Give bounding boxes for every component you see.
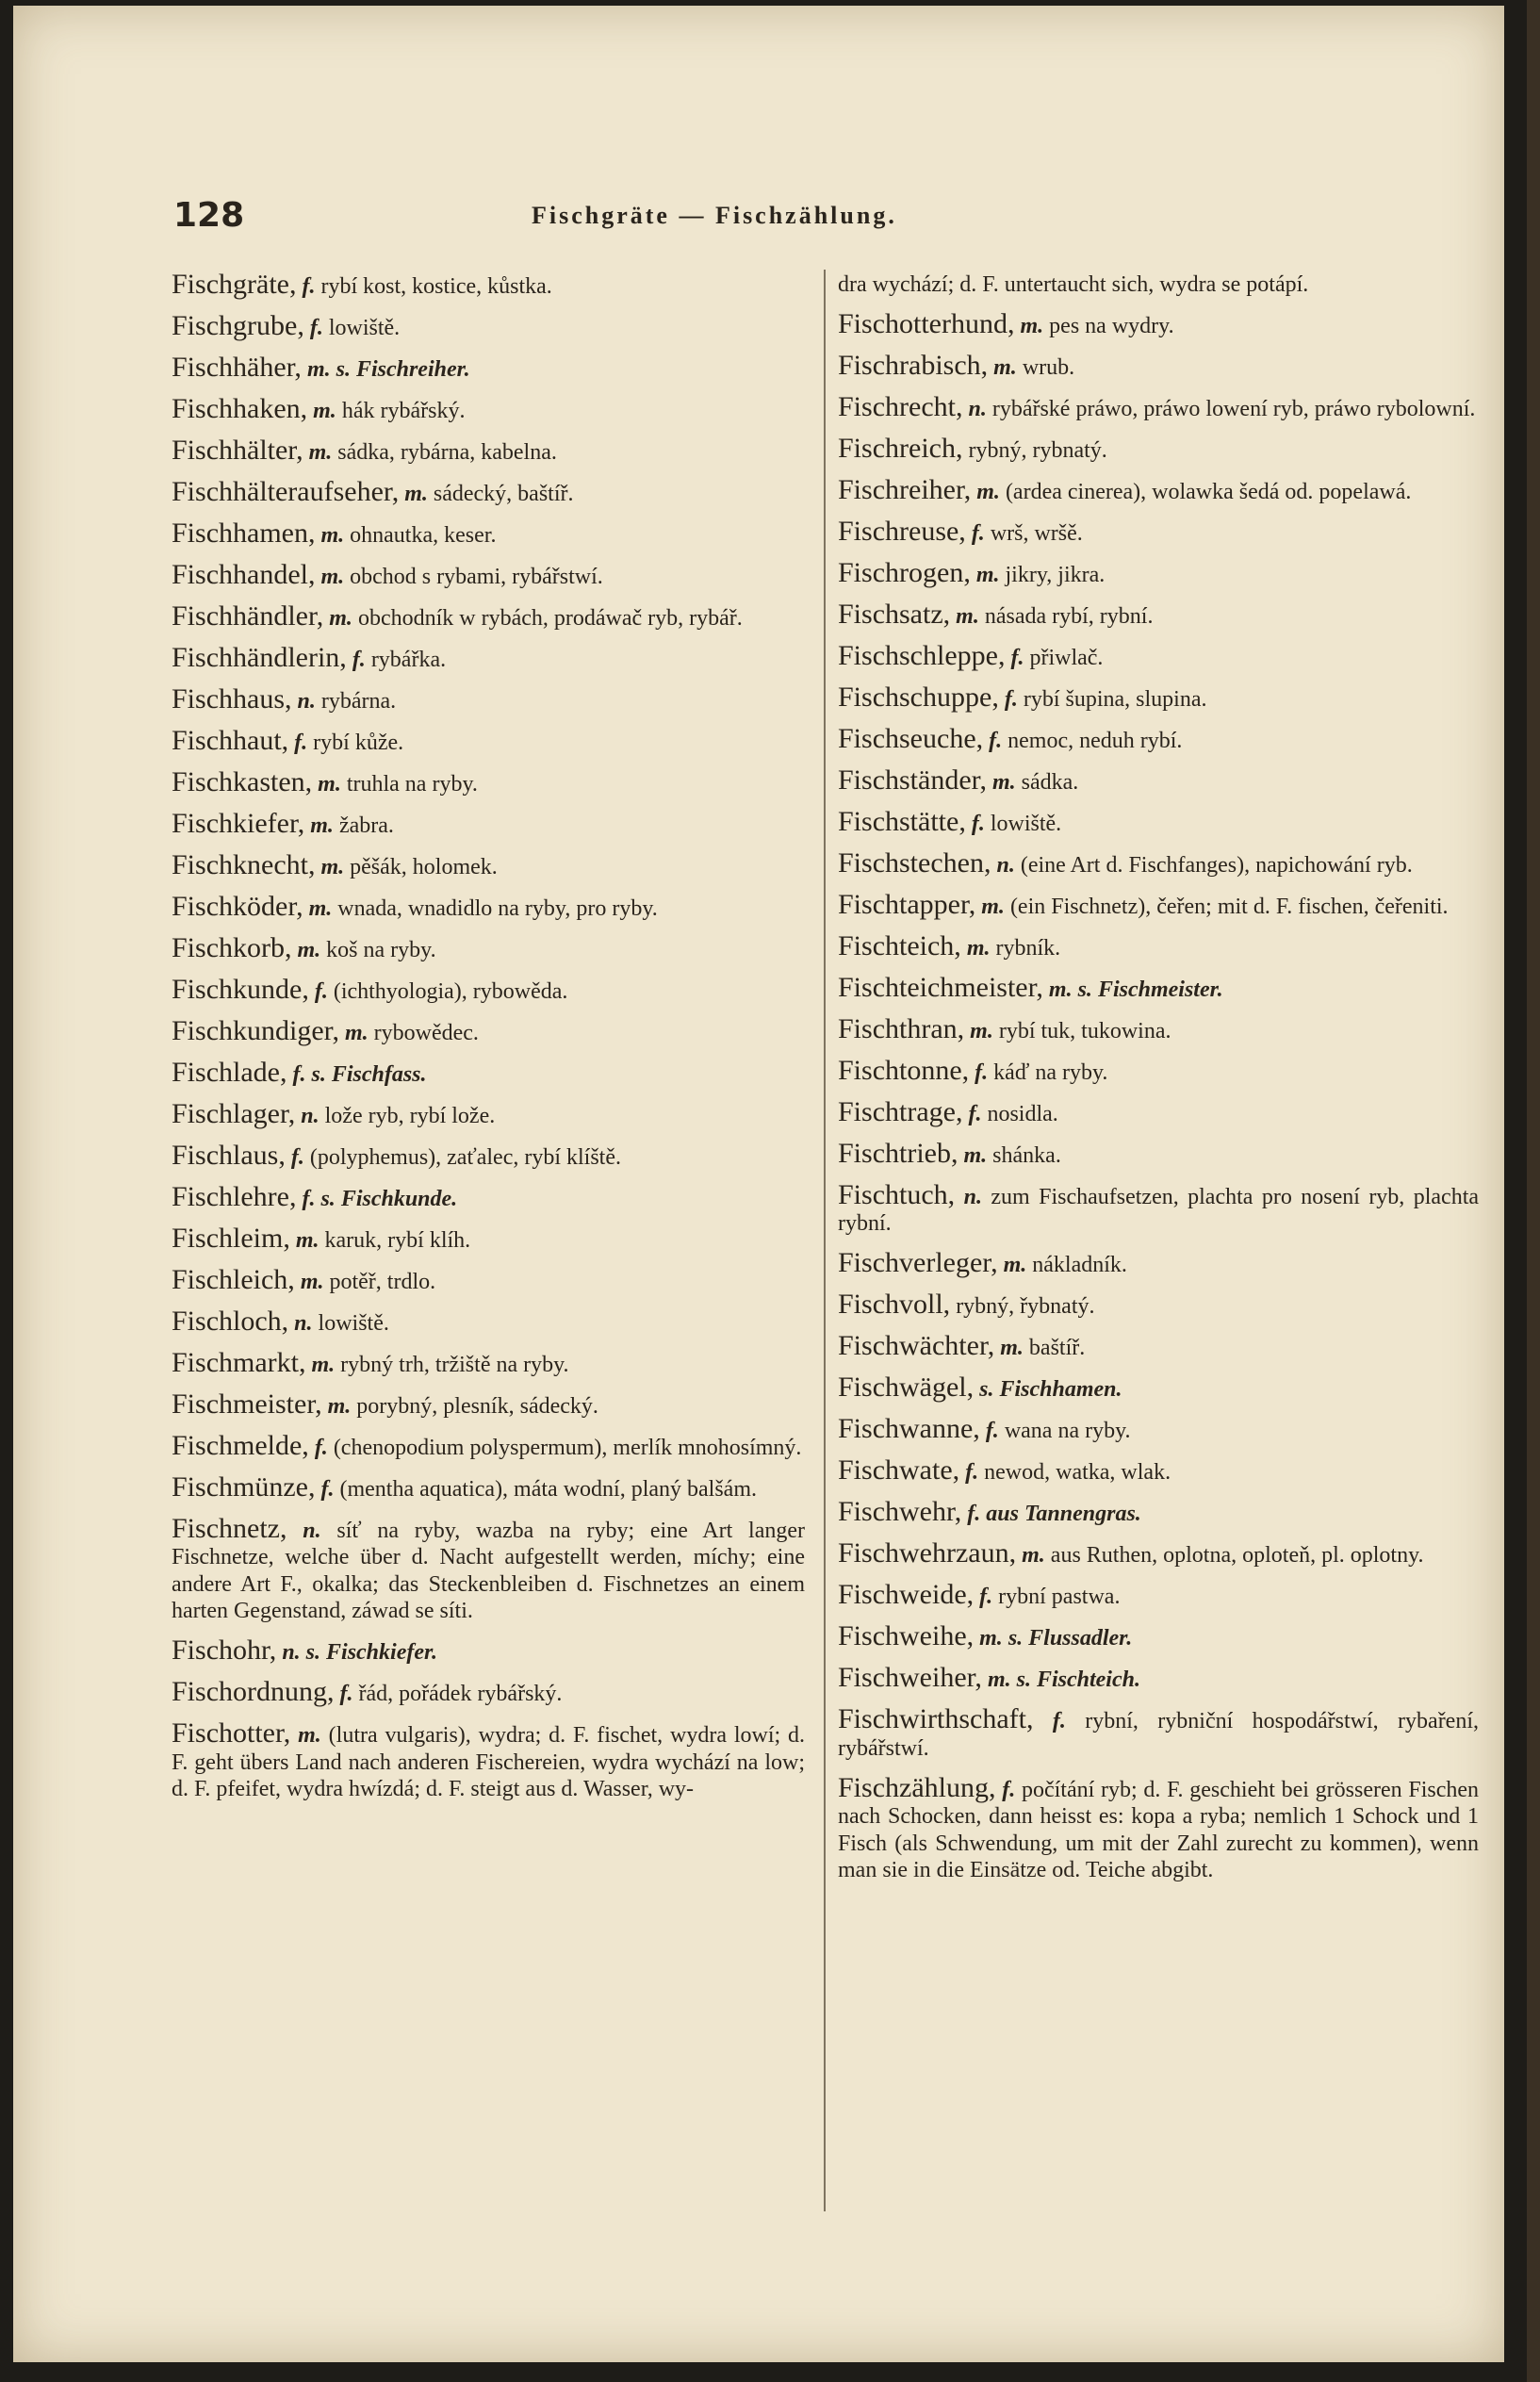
definition: lowiště. [990, 811, 1062, 836]
dictionary-entry [838, 1330, 1479, 1362]
grammar-label: n. [297, 688, 316, 714]
grammar-label: n. [282, 1640, 301, 1666]
grammar-label: m. [981, 894, 1005, 919]
headword: Fischweiher, [838, 1662, 982, 1694]
dictionary-entry [172, 890, 805, 923]
headword: Fischotter, [172, 1717, 291, 1750]
grammar-label: f. [1010, 645, 1024, 670]
definition: síť na ryby, wazba na ryby; eine Art langer Fischnetze, welche über d. Nacht aufgestellt werden, míchy; eine andere Art F., okalka; das Steckenbleiben d. Fischnetzes an einem harten Gegenstand, záwad se síti. [172, 1518, 806, 1624]
definition: wnada, wnadidlo na ryby, pro ryby. [337, 895, 658, 921]
headword: Fischleim, [172, 1222, 290, 1254]
reference-label: s. [1008, 1626, 1024, 1651]
dictionary-entry [172, 309, 805, 342]
reference-label: s. [305, 1640, 321, 1666]
dictionary-entry [838, 764, 1479, 797]
grammar-label: m. [993, 354, 1017, 380]
headword: Fischlaus, [172, 1139, 286, 1171]
grammar-label: m. [311, 1352, 336, 1377]
running-title: Fischgräte — Fischzählung. [532, 202, 897, 229]
dictionary-entry [172, 1180, 805, 1213]
dictionary-entry [838, 1054, 1479, 1087]
dictionary-entry [172, 1470, 805, 1503]
definition: (ardea cinerea), wolawka šedá od. popelawá. [1005, 479, 1412, 504]
grammar-label: f. [971, 520, 985, 546]
grammar-label: n. [996, 852, 1015, 878]
reference-target: Fischfass. [331, 1061, 427, 1087]
reference-target: Fischreiher. [355, 356, 470, 382]
dictionary-entry [172, 1346, 805, 1379]
headword: Fischteichmeister, [838, 971, 1043, 1003]
dictionary-entry [838, 598, 1479, 631]
grammar-label: f. [1004, 686, 1018, 712]
definition: (chenopodium polyspermum), merlík mnohosímný. [333, 1435, 802, 1460]
headword: Fischhälter, [172, 434, 303, 466]
grammar-label: m. [1020, 313, 1044, 338]
grammar-label: m. [320, 854, 345, 879]
definition: (polyphemus), zaťalec, rybí klíště. [309, 1144, 621, 1170]
dictionary-entry [838, 1178, 1480, 1238]
headword: Fischlade, [172, 1056, 287, 1088]
definition: žabra. [338, 813, 394, 838]
headword: Fischtuch, [838, 1178, 956, 1210]
headword: Fischgrube, [172, 309, 304, 341]
grammar-label: f. [985, 1419, 999, 1444]
grammar-label: m. [963, 1142, 988, 1168]
headword: Fischschleppe, [838, 639, 1006, 671]
grammar-label: m. [966, 935, 991, 961]
headword: Fischtapper, [838, 888, 976, 920]
headword: Fischvoll, [838, 1289, 951, 1321]
headword: Fischwirthschaft, [838, 1703, 1034, 1735]
headword: Fischtrieb, [838, 1137, 958, 1169]
headword: Fischrogen, [838, 556, 971, 588]
headword: Fischloch, [172, 1305, 289, 1337]
headword: Fischhälteraufseher, [172, 475, 400, 507]
grammar-label: m. [320, 564, 345, 589]
definition: pěšák, holomek. [350, 854, 498, 879]
page-header [173, 196, 1116, 238]
grammar-label: f. [294, 730, 308, 755]
headword: Fischköder, [172, 890, 303, 922]
definition: řád, pořádek rybářský. [358, 1682, 563, 1707]
definition: sádka. [1021, 769, 1079, 795]
grammar-label: n. [294, 1310, 313, 1336]
headword: Fischtonne, [838, 1054, 970, 1086]
dictionary-entry [838, 515, 1479, 548]
reference-target: Fischhamen. [999, 1377, 1122, 1403]
headword: Fischreich, [838, 432, 963, 464]
grammar-label: f. [1002, 1777, 1016, 1802]
definition: rybí kost, kostice, kůstka. [320, 274, 552, 299]
dictionary-entry [172, 1717, 806, 1803]
dictionary-entry [838, 1374, 1479, 1404]
dictionary-entry [172, 931, 805, 964]
grammar-label: m. [991, 769, 1016, 795]
headword: Fischwehr, [838, 1496, 962, 1528]
grammar-label: m. [310, 813, 334, 838]
dictionary-entry [838, 1703, 1480, 1762]
definition: rybní pastwa. [998, 1585, 1121, 1610]
headword: Fischhäher, [172, 351, 302, 383]
definition: jikry, jikra. [1005, 562, 1106, 587]
grammar-label: f. [979, 1585, 993, 1610]
dictionary-entry [172, 600, 805, 632]
dictionary-entry [172, 1097, 805, 1130]
grammar-label: m. [320, 522, 345, 548]
dictionary-entry [172, 1429, 805, 1462]
dictionary-entry [172, 724, 805, 757]
definition: rybí kůže. [313, 730, 404, 755]
dictionary-entry [838, 639, 1479, 672]
definition: rybowědec. [373, 1020, 479, 1045]
grammar-label: m. [1003, 1253, 1027, 1278]
headword: Fischtrage, [838, 1095, 963, 1127]
definition: nákladník. [1032, 1253, 1127, 1278]
definition: rybný, řybnatý. [956, 1294, 1095, 1320]
definition: rybník. [995, 935, 1061, 961]
dictionary-entry [838, 1496, 1479, 1528]
definition: rybí šupina, slupina. [1023, 686, 1207, 712]
reference-label: s. [1077, 977, 1092, 1002]
reference-target: aus Tannengras. [986, 1502, 1141, 1527]
grammar-label: m. [329, 605, 352, 631]
dictionary-entry [172, 1263, 805, 1296]
headword: Fischsatz, [838, 598, 951, 630]
grammar-label: m. [1000, 1336, 1024, 1361]
reference-label: s. [979, 1377, 994, 1403]
definition: newod, watka, wlak. [984, 1460, 1171, 1486]
headword: Fischotterhund, [838, 307, 1015, 339]
definition: shánka. [992, 1142, 1061, 1168]
dictionary-entry [838, 1137, 1479, 1170]
dictionary-entry [838, 722, 1479, 755]
right-column [838, 271, 1479, 1897]
dictionary-entry [838, 1620, 1479, 1652]
definition: (lutra vulgaris), wydra; d. F. fischet, wydra lowí; d. F. geht übers Land nach anderen Fischereien, wydra wychází na low; d. F. pfeifet, wydra hwízdá; d. F. steigt aus d. Wasser, wy- [172, 1723, 806, 1802]
dictionary-entry [838, 1579, 1479, 1611]
reference-target: Fischteich. [1036, 1667, 1140, 1693]
headword: Fischthran, [838, 1012, 965, 1044]
dictionary-entry [838, 681, 1479, 714]
book-spine [1527, 0, 1540, 2382]
definition: potěř, trdlo. [329, 1269, 436, 1294]
grammar-label: f. [352, 647, 366, 672]
headword: Fischkasten, [172, 765, 313, 797]
grammar-label: m. [306, 356, 331, 382]
grammar-label: f. [971, 811, 985, 836]
dictionary-page [13, 6, 1504, 2362]
definition: přiwlač. [1029, 645, 1104, 670]
grammar-label: f. [968, 1101, 982, 1126]
grammar-label: m. [298, 1723, 321, 1749]
definition: dra wychází; d. F. untertaucht sich, wydra se potápí. [838, 272, 1309, 297]
definition: koš na ryby. [326, 937, 436, 962]
grammar-label: m. [318, 771, 341, 797]
grammar-label: m. [975, 562, 1000, 587]
dictionary-entry [172, 1139, 805, 1172]
dictionary-entry [172, 271, 805, 301]
definition: (ichthyologia), rybowěda. [333, 978, 568, 1004]
dictionary-entry [838, 1537, 1479, 1569]
headword: Fischmelde, [172, 1429, 309, 1461]
grammar-label: f. [965, 1460, 979, 1486]
definition: zum Fischaufsetzen, plachta pro nosení ryb, plachta rybní. [838, 1184, 1480, 1237]
headword: Fischwate, [838, 1454, 960, 1487]
headword: Fischwächter, [838, 1330, 995, 1362]
dictionary-entry [172, 434, 805, 467]
grammar-label: m. [1048, 977, 1073, 1002]
definition: obchod s rybami, rybářstwí. [350, 564, 603, 589]
dictionary-entry [838, 432, 1479, 465]
headword: Fischreiher, [838, 473, 972, 505]
dictionary-entry [838, 271, 1479, 299]
headword: Fischhaut, [172, 724, 289, 756]
definition: porybný, plesník, sádecký. [356, 1393, 598, 1419]
dictionary-entry [172, 1676, 805, 1708]
grammar-label: f. [1052, 1709, 1066, 1734]
dictionary-entry [172, 807, 805, 840]
grammar-label: f. [292, 1061, 306, 1087]
grammar-label: f. [302, 1186, 316, 1211]
definition: nosidla. [987, 1101, 1058, 1126]
dictionary-entry [172, 558, 805, 591]
grammar-label: f. [967, 1502, 981, 1527]
headword: Fischhändlerin, [172, 641, 347, 673]
headword: Fischlehre, [172, 1180, 297, 1212]
grammar-label: m. [297, 937, 321, 962]
dictionary-entry [838, 390, 1479, 423]
headword: Fischmeister, [172, 1388, 322, 1420]
dictionary-entry [838, 1413, 1479, 1445]
grammar-label: m. [987, 1667, 1011, 1693]
headword: Fischknecht, [172, 848, 316, 880]
dictionary-entry [838, 1662, 1479, 1694]
definition: lowiště. [318, 1310, 389, 1336]
dictionary-entry [172, 1305, 805, 1338]
grammar-label: m. [344, 1020, 369, 1045]
headword: Fischschuppe, [838, 681, 999, 713]
dictionary-entry [838, 805, 1479, 838]
headword: Fischhamen, [172, 517, 316, 549]
grammar-label: m. [1022, 1543, 1045, 1569]
definition: obchodník w rybách, prodáwač ryb, rybář. [357, 605, 743, 631]
headword: Fischteich, [838, 929, 961, 961]
grammar-label: f. [975, 1060, 989, 1085]
dictionary-entry [838, 929, 1479, 962]
grammar-label: m. [308, 439, 333, 465]
dictionary-entry [838, 1771, 1480, 1884]
definition: lowiště. [328, 315, 401, 340]
dictionary-entry [172, 475, 805, 508]
headword: Fischstätte, [838, 805, 966, 837]
headword: Fischweihe, [838, 1620, 975, 1652]
dictionary-entry [838, 473, 1479, 506]
grammar-label: f. [290, 1144, 304, 1170]
definition: (ein Fischnetz), čeřen; mit d. F. fischen, čeřeniti. [1009, 894, 1449, 919]
reference-target: Fischkunde. [340, 1186, 458, 1211]
dictionary-entry [172, 1512, 806, 1625]
grammar-label: f. [314, 978, 328, 1004]
dictionary-entry [838, 349, 1479, 382]
dictionary-entry [838, 1247, 1479, 1279]
headword: Fischwanne, [838, 1413, 980, 1445]
dictionary-entry [172, 848, 805, 881]
dictionary-entry [172, 1056, 805, 1089]
grammar-label: m. [976, 479, 1000, 504]
dictionary-entry [838, 1012, 1479, 1045]
dictionary-entry [838, 1095, 1479, 1128]
grammar-label: m. [970, 1018, 993, 1043]
definition: rybářské práwo, práwo lowení ryb, práwo rybolowní. [991, 396, 1476, 421]
headword: Fischmarkt, [172, 1346, 306, 1378]
grammar-label: m. [308, 895, 333, 921]
headword: Fischständer, [838, 764, 987, 796]
definition: baštíř. [1028, 1336, 1086, 1361]
definition: nemoc, neduh rybí. [1008, 728, 1183, 753]
dictionary-entry [838, 1454, 1479, 1487]
grammar-label: f. [339, 1682, 353, 1707]
headword: Fischohr, [172, 1635, 277, 1667]
dictionary-entry [172, 392, 805, 425]
page-number: 128 [173, 196, 245, 235]
dictionary-entry [838, 307, 1479, 340]
grammar-label: f. [302, 274, 316, 299]
headword: Fischrabisch, [838, 349, 989, 381]
definition: truhla na ryby. [346, 771, 478, 797]
headword: Fischordnung, [172, 1676, 335, 1708]
headword: Fischhaken, [172, 392, 308, 424]
grammar-label: f. [989, 728, 1003, 753]
dictionary-entry [172, 973, 805, 1006]
dictionary-entry [172, 1388, 805, 1421]
grammar-label: m. [956, 603, 979, 629]
definition: sádka, rybárna, kabelna. [337, 439, 557, 465]
reference-label: s. [311, 1061, 326, 1087]
grammar-label: m. [327, 1393, 352, 1419]
dictionary-entry [838, 888, 1479, 921]
definition: (mentha aquatica), máta wodní, planý balšám. [339, 1476, 757, 1502]
definition: karuk, rybí klíh. [324, 1227, 471, 1253]
headword: Fischhandel, [172, 558, 316, 590]
headword: Fischkiefer, [172, 807, 305, 839]
definition: (eine Art d. Fischfanges), napichowání ryb. [1020, 852, 1413, 878]
headword: Fischhaus, [172, 682, 292, 715]
headword: Fischkundiger, [172, 1014, 339, 1046]
headword: Fischwehrzaun, [838, 1537, 1017, 1569]
headword: Fischzählung, [838, 1771, 996, 1803]
grammar-label: m. [300, 1269, 324, 1294]
headword: Fischleich, [172, 1263, 295, 1295]
reference-target: Flussadler. [1028, 1626, 1133, 1651]
headword: Fischreuse, [838, 515, 966, 547]
dictionary-entry [172, 517, 805, 550]
headword: Fischwägel, [838, 1372, 975, 1404]
grammar-label: f. [320, 1476, 335, 1502]
grammar-label: m. [313, 398, 336, 423]
headword: Fischseuche, [838, 722, 984, 754]
grammar-label: n. [963, 1184, 982, 1209]
grammar-label: m. [404, 481, 428, 506]
definition: rybný trh, tržiště na ryby. [340, 1352, 569, 1377]
headword: Fischkorb, [172, 931, 292, 963]
definition: rybný, rybnatý. [968, 437, 1107, 463]
grammar-label: f. [314, 1435, 328, 1460]
definition: sádecký, baštíř. [433, 481, 574, 506]
definition: wrub. [1022, 354, 1075, 380]
headword: Fischnetz, [172, 1512, 287, 1544]
definition: wrš, wršě. [990, 520, 1083, 546]
definition: rybní, rybniční hospodářstwí, rybaření, rybářstwí. [838, 1709, 1480, 1761]
dictionary-entry [838, 1291, 1479, 1321]
reference-label: s. [320, 1186, 336, 1211]
dictionary-entry [172, 1637, 805, 1667]
headword: Fischlager, [172, 1097, 296, 1129]
dictionary-entry [172, 682, 805, 715]
grammar-label: f. [309, 315, 323, 340]
headword: Fischmünze, [172, 1470, 316, 1503]
left-column [172, 271, 805, 1815]
definition: násada rybí, rybní. [984, 603, 1154, 629]
dictionary-entry [838, 556, 1479, 589]
reference-target: Fischkiefer. [326, 1640, 438, 1666]
headword: Fischstechen, [838, 846, 991, 879]
grammar-label: m. [979, 1626, 1003, 1651]
dictionary-entry [838, 846, 1479, 879]
grammar-label: n. [968, 396, 987, 421]
grammar-label: m. [295, 1227, 319, 1253]
reference-label: s. [1016, 1667, 1031, 1693]
dictionary-entry [172, 1222, 805, 1255]
headword: Fischgräte, [172, 269, 297, 300]
definition: káď na ryby. [993, 1060, 1108, 1085]
definition: pes na wydry. [1049, 313, 1174, 338]
headword: Fischrecht, [838, 390, 963, 422]
definition: rybí tuk, tukowina. [998, 1018, 1171, 1043]
definition: hák rybářský. [341, 398, 466, 423]
reference-target: Fischmeister. [1097, 977, 1223, 1002]
definition: lože ryb, rybí lože. [324, 1103, 496, 1128]
definition: počítání ryb; d. F. geschieht bei grösseren Fischen nach Schocken, dann heisst es: kopa a ryba; nemlich 1 Schock und 1 Fisch (als Schwendung, um mit der Zahl zurecht zu kommen), wenn man sie in die Einsätze od. Teiche abgibt. [838, 1777, 1480, 1883]
definition: wana na ryby. [1004, 1419, 1131, 1444]
headword: Fischkunde, [172, 973, 309, 1005]
definition: rybárna. [320, 688, 397, 714]
grammar-label: n. [301, 1103, 319, 1128]
dictionary-entry [172, 1014, 805, 1047]
dictionary-entry [172, 641, 805, 674]
headword: Fischweide, [838, 1579, 975, 1611]
definition: aus Ruthen, oplotna, oploteň, pl. oplotny. [1050, 1543, 1424, 1569]
definition: ohnautka, keser. [350, 522, 497, 548]
headword: Fischhändler, [172, 600, 324, 632]
reference-label: s. [336, 356, 351, 382]
definition: rybářka. [370, 647, 447, 672]
column-divider [824, 270, 826, 2211]
dictionary-entry [838, 971, 1479, 1004]
dictionary-entry [172, 351, 805, 384]
grammar-label: n. [303, 1518, 321, 1543]
dictionary-entry [172, 765, 805, 798]
headword: Fischverleger, [838, 1247, 998, 1279]
